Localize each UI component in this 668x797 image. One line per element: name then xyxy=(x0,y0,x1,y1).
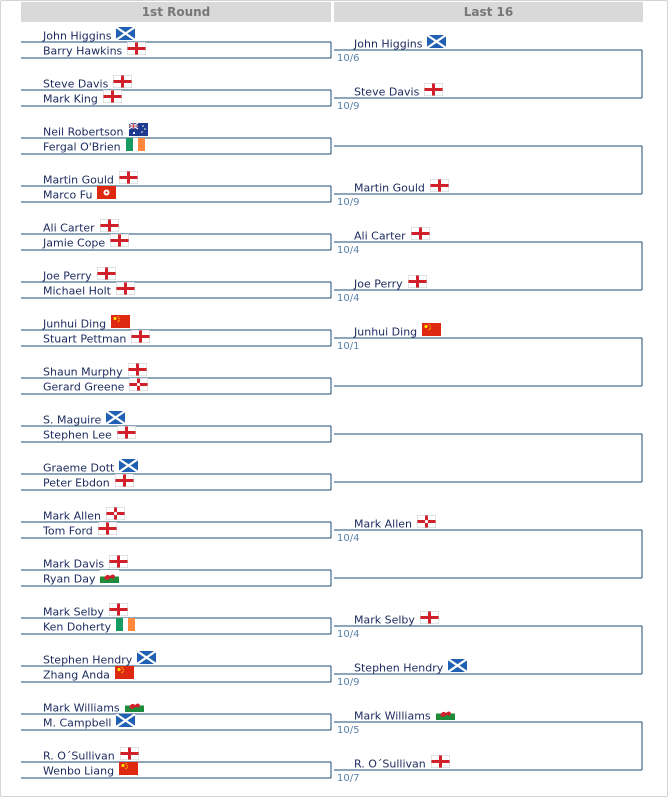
england-flag-icon xyxy=(115,474,134,491)
china-flag-icon xyxy=(111,315,130,332)
match-score: 10/5 xyxy=(337,725,360,736)
player-name: Junhui Ding xyxy=(354,325,418,339)
last16-player-entry xyxy=(354,228,430,242)
player-name: Ryan Day xyxy=(43,572,96,586)
england-flag-icon xyxy=(98,522,117,539)
player-entry xyxy=(43,268,116,282)
last16-player-entry xyxy=(354,612,439,626)
player-entry xyxy=(43,220,119,234)
player-name: Mark Williams xyxy=(354,709,431,723)
player-entry xyxy=(43,748,139,762)
player-name: R. O´Sullivan xyxy=(43,749,115,763)
player-name: Barry Hawkins xyxy=(43,44,123,58)
match-score: 10/4 xyxy=(337,533,360,544)
player-entry xyxy=(43,331,150,345)
player-entry xyxy=(43,667,134,681)
player-name: John Higgins xyxy=(354,37,423,51)
scotland-flag-icon xyxy=(448,659,467,676)
player-entry xyxy=(43,235,129,249)
china-flag-icon xyxy=(422,323,441,340)
hongkong-flag-icon xyxy=(97,186,116,203)
england-flag-icon xyxy=(431,755,450,772)
england-flag-icon xyxy=(103,90,122,107)
player-name: Stephen Hendry xyxy=(354,661,444,675)
scotland-flag-icon xyxy=(427,35,446,52)
match-score: 10/9 xyxy=(337,197,360,208)
england-flag-icon xyxy=(411,227,430,244)
player-name: Mark Allen xyxy=(354,517,412,531)
player-name: Mark Selby xyxy=(354,613,415,627)
player-entry xyxy=(43,427,136,441)
round2-header: Last 16 xyxy=(334,2,643,22)
player-name: John Higgins xyxy=(43,29,112,43)
ireland-flag-icon xyxy=(116,618,135,635)
player-entry xyxy=(43,460,138,474)
player-name: Tom Ford xyxy=(43,524,93,538)
player-entry xyxy=(43,124,148,138)
player-name: Jamie Cope xyxy=(43,236,106,250)
player-entry xyxy=(43,604,128,618)
player-name: Mark Selby xyxy=(43,605,104,619)
player-name: Steve Davis xyxy=(43,77,109,91)
player-entry xyxy=(43,139,145,153)
player-entry xyxy=(43,76,132,90)
player-name: Mark Davis xyxy=(43,557,105,571)
player-name: Mark Williams xyxy=(43,701,120,715)
player-name: Stephen Lee xyxy=(43,428,112,442)
england-flag-icon xyxy=(97,267,116,284)
player-entry xyxy=(43,187,116,201)
scotland-flag-icon xyxy=(116,714,135,731)
player-entry xyxy=(43,91,122,105)
match-score: 10/9 xyxy=(337,677,360,688)
player-name: Fergal O'Brien xyxy=(43,140,121,154)
round1-header: 1st Round xyxy=(21,2,331,22)
england-flag-icon xyxy=(117,426,136,443)
player-entry xyxy=(43,763,138,777)
nireland-flag-icon xyxy=(129,378,148,395)
match-score: 10/4 xyxy=(337,245,360,256)
england-flag-icon xyxy=(424,83,443,100)
last16-player-entry xyxy=(354,708,455,722)
china-flag-icon xyxy=(119,762,138,779)
last16-player-entry xyxy=(354,36,446,50)
player-entry xyxy=(43,523,117,537)
player-name: Neil Robertson xyxy=(43,125,124,139)
player-entry xyxy=(43,700,144,714)
match-score: 10/4 xyxy=(337,293,360,304)
player-name: Zhang Anda xyxy=(43,668,110,682)
england-flag-icon xyxy=(408,275,427,292)
player-name: Steve Davis xyxy=(354,85,420,99)
england-flag-icon xyxy=(420,611,439,628)
player-name: Wenbo Liang xyxy=(43,764,115,778)
player-entry xyxy=(43,172,138,186)
wales-flag-icon xyxy=(436,707,455,724)
ireland-flag-icon xyxy=(126,138,145,155)
player-name: Joe Perry xyxy=(43,269,92,283)
england-flag-icon xyxy=(119,171,138,188)
player-entry xyxy=(43,379,148,393)
player-name: S. Maguire xyxy=(43,413,102,427)
player-name: Stuart Pettman xyxy=(43,332,127,346)
last16-player-entry xyxy=(354,516,436,530)
player-entry xyxy=(43,652,156,666)
player-name: Mark King xyxy=(43,92,98,106)
match-score: 10/6 xyxy=(337,53,360,64)
china-flag-icon xyxy=(115,666,134,683)
player-entry xyxy=(43,715,135,729)
england-flag-icon xyxy=(110,234,129,251)
match-score: 10/7 xyxy=(337,773,360,784)
player-entry xyxy=(43,43,146,57)
match-score: 10/1 xyxy=(337,341,360,352)
player-name: Ken Doherty xyxy=(43,620,112,634)
last16-player-entry xyxy=(354,84,443,98)
player-name: Joe Perry xyxy=(354,277,403,291)
last16-player-entry xyxy=(354,660,467,674)
england-flag-icon xyxy=(131,330,150,347)
player-entry xyxy=(43,556,128,570)
match-score: 10/9 xyxy=(337,101,360,112)
player-name: Shaun Murphy xyxy=(43,365,123,379)
last16-player-entry xyxy=(354,756,450,770)
player-name: Martin Gould xyxy=(43,173,114,187)
player-name: Graeme Dott xyxy=(43,461,115,475)
player-name: M. Campbell xyxy=(43,716,112,730)
england-flag-icon xyxy=(127,42,146,59)
player-entry xyxy=(43,475,134,489)
player-entry xyxy=(43,508,125,522)
player-entry xyxy=(43,364,147,378)
last16-player-entry xyxy=(354,276,427,290)
player-entry xyxy=(43,571,119,585)
player-name: Peter Ebdon xyxy=(43,476,110,490)
match-score: 10/4 xyxy=(337,629,360,640)
last16-player-entry xyxy=(354,180,449,194)
player-name: Junhui Ding xyxy=(43,317,107,331)
player-entry xyxy=(43,412,125,426)
scotland-flag-icon xyxy=(137,651,156,668)
player-entry xyxy=(43,28,135,42)
player-name: Mark Allen xyxy=(43,509,101,523)
wales-flag-icon xyxy=(100,570,119,587)
last16-player-entry xyxy=(354,324,441,338)
player-name: Marco Fu xyxy=(43,188,93,202)
player-name: R. O´Sullivan xyxy=(354,757,426,771)
player-entry xyxy=(43,619,135,633)
player-name: Stephen Hendry xyxy=(43,653,133,667)
player-name: Gerard Greene xyxy=(43,380,125,394)
england-flag-icon xyxy=(430,179,449,196)
player-entry xyxy=(43,316,130,330)
player-name: Ali Carter xyxy=(43,221,95,235)
england-flag-icon xyxy=(116,282,135,299)
player-name: Michael Holt xyxy=(43,284,111,298)
player-name: Ali Carter xyxy=(354,229,406,243)
player-name: Martin Gould xyxy=(354,181,425,195)
player-entry xyxy=(43,283,135,297)
nireland-flag-icon xyxy=(417,515,436,532)
